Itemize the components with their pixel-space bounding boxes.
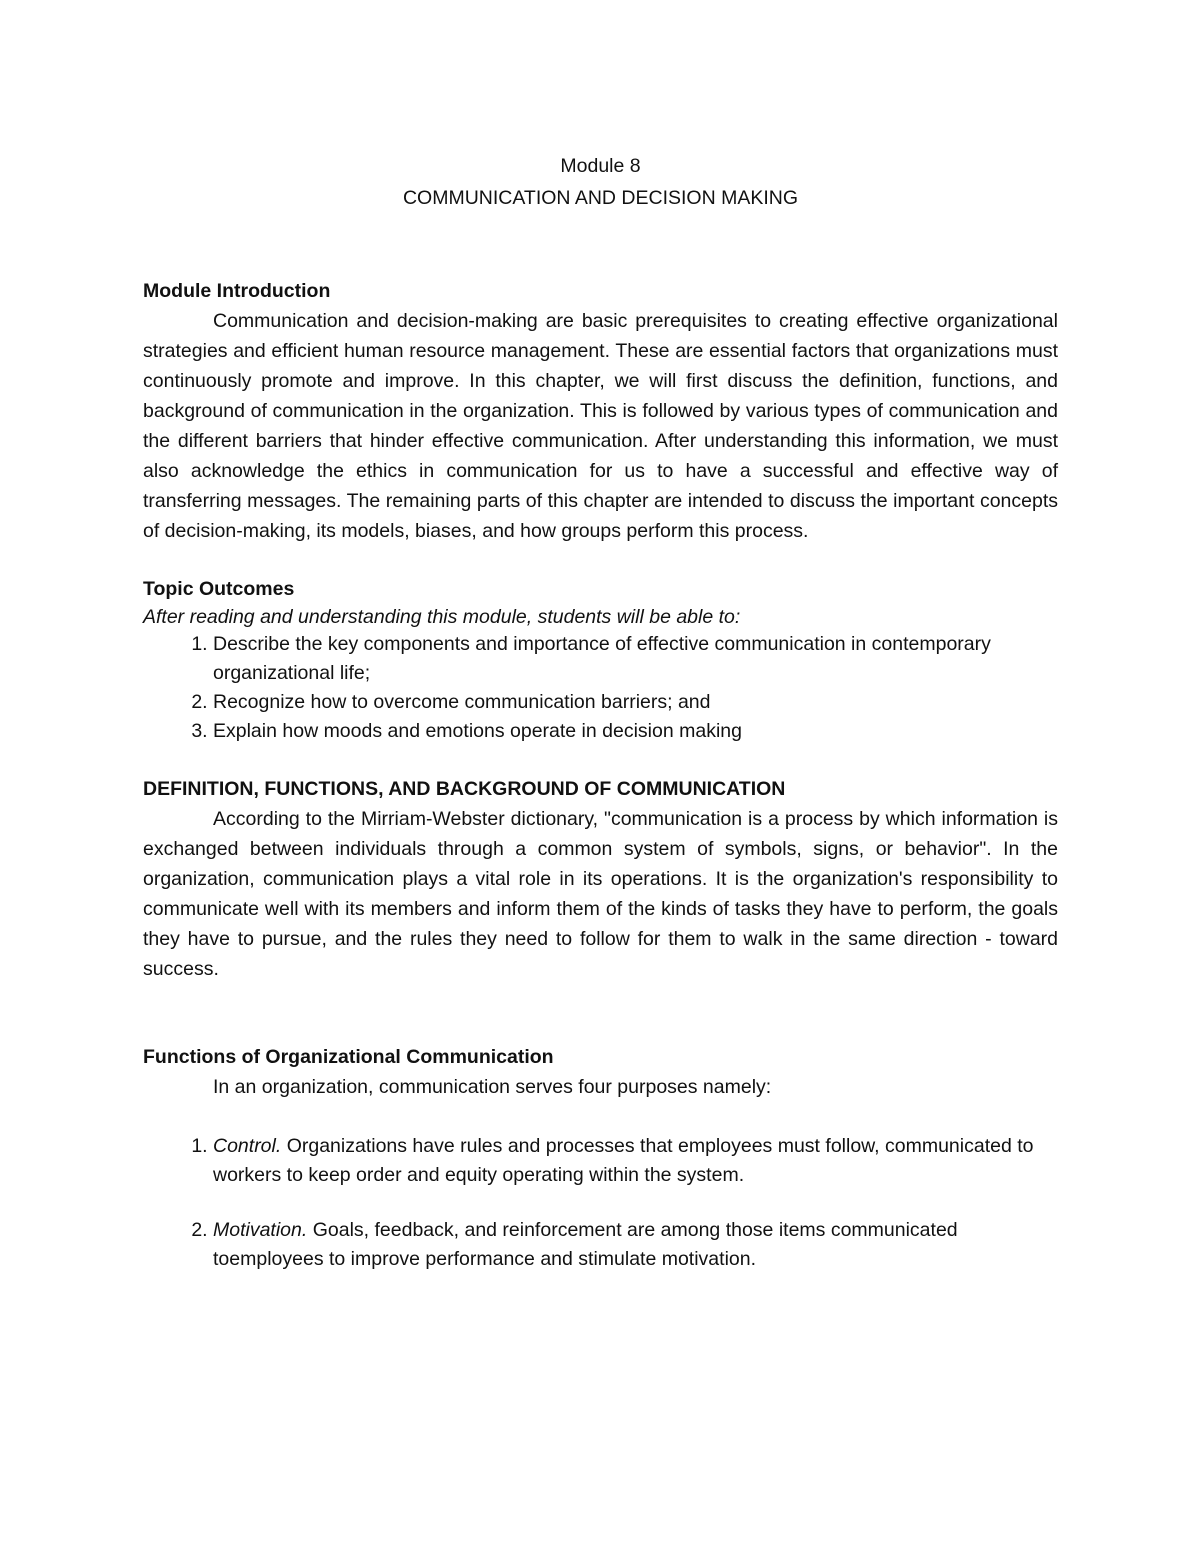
functions-section bbox=[143, 1042, 1058, 1274]
topic-outcomes-list bbox=[143, 630, 1058, 746]
function-text: Organizations have rules and processes that employees must follow, communicated to workers to keep order and equity operating within the system. bbox=[213, 1135, 1034, 1186]
list-item bbox=[213, 1216, 1058, 1274]
function-term: Control. bbox=[213, 1135, 282, 1157]
list-item: 2. Recognize how to overcome communication barriers; and bbox=[213, 688, 1058, 717]
topic-outcomes-lead: After reading and understanding this module, students will be able to: bbox=[143, 606, 741, 628]
module-introduction-section bbox=[143, 276, 1058, 546]
definition-heading: DEFINITION, FUNCTIONS, AND BACKGROUND OF COMMUNICATION bbox=[143, 778, 786, 800]
document-page bbox=[143, 150, 1058, 1302]
definition-section bbox=[143, 774, 1058, 984]
module-title: COMMUNICATION AND DECISION MAKING bbox=[402, 187, 799, 209]
list-item: 1. Describe the key components and importance of effective communication in contemporary organizational life; bbox=[213, 630, 1058, 688]
function-term: Motivation. bbox=[213, 1219, 308, 1241]
title-block bbox=[143, 150, 1058, 214]
functions-list bbox=[143, 1132, 1058, 1274]
topic-outcomes-section bbox=[143, 574, 1058, 746]
topic-outcomes-heading: Topic Outcomes bbox=[143, 578, 295, 600]
functions-intro: In an organization, communication serves four purposes namely: bbox=[213, 1076, 772, 1098]
module-introduction-heading: Module Introduction bbox=[143, 280, 331, 302]
functions-heading: Functions of Organizational Communication bbox=[143, 1046, 554, 1068]
definition-text: According to the Mirriam-Webster dictionary, "communication is a process by which information is exchanged between individuals through a common system of symbols, signs, or behavior". In the organization, communication plays a vital role in its operations. It is the organization's responsibility to communicate well with its members and inform them of the kinds of tasks they have to perform, the goals they have to pursue, and the rules they need to follow for them to walk in the same direction - toward success. bbox=[143, 808, 1058, 980]
list-item bbox=[213, 1132, 1058, 1190]
module-introduction-text: Communication and decision-making are basic prerequisites to creating effective organizational strategies and efficient human resource management. These are essential factors that organizations must continuously promote and improve. In this chapter, we will first discuss the definition, functions, and background of communication in the organization. This is followed by various types of communication and the different barriers that hinder effective communication. After understanding this information, we must also acknowledge the ethics in communication for us to have a successful and effective way of transferring messages. The remaining parts of this chapter are intended to discuss the important concepts of decision-making, its models, biases, and how groups perform this process. bbox=[143, 310, 1058, 542]
module-number: Module 8 bbox=[560, 155, 641, 177]
function-text: Goals, feedback, and reinforcement are among those items communicated toemployees to improve performance and stimulate motivation. bbox=[213, 1219, 958, 1270]
list-item: 3. Explain how moods and emotions operate in decision making bbox=[213, 717, 1058, 746]
